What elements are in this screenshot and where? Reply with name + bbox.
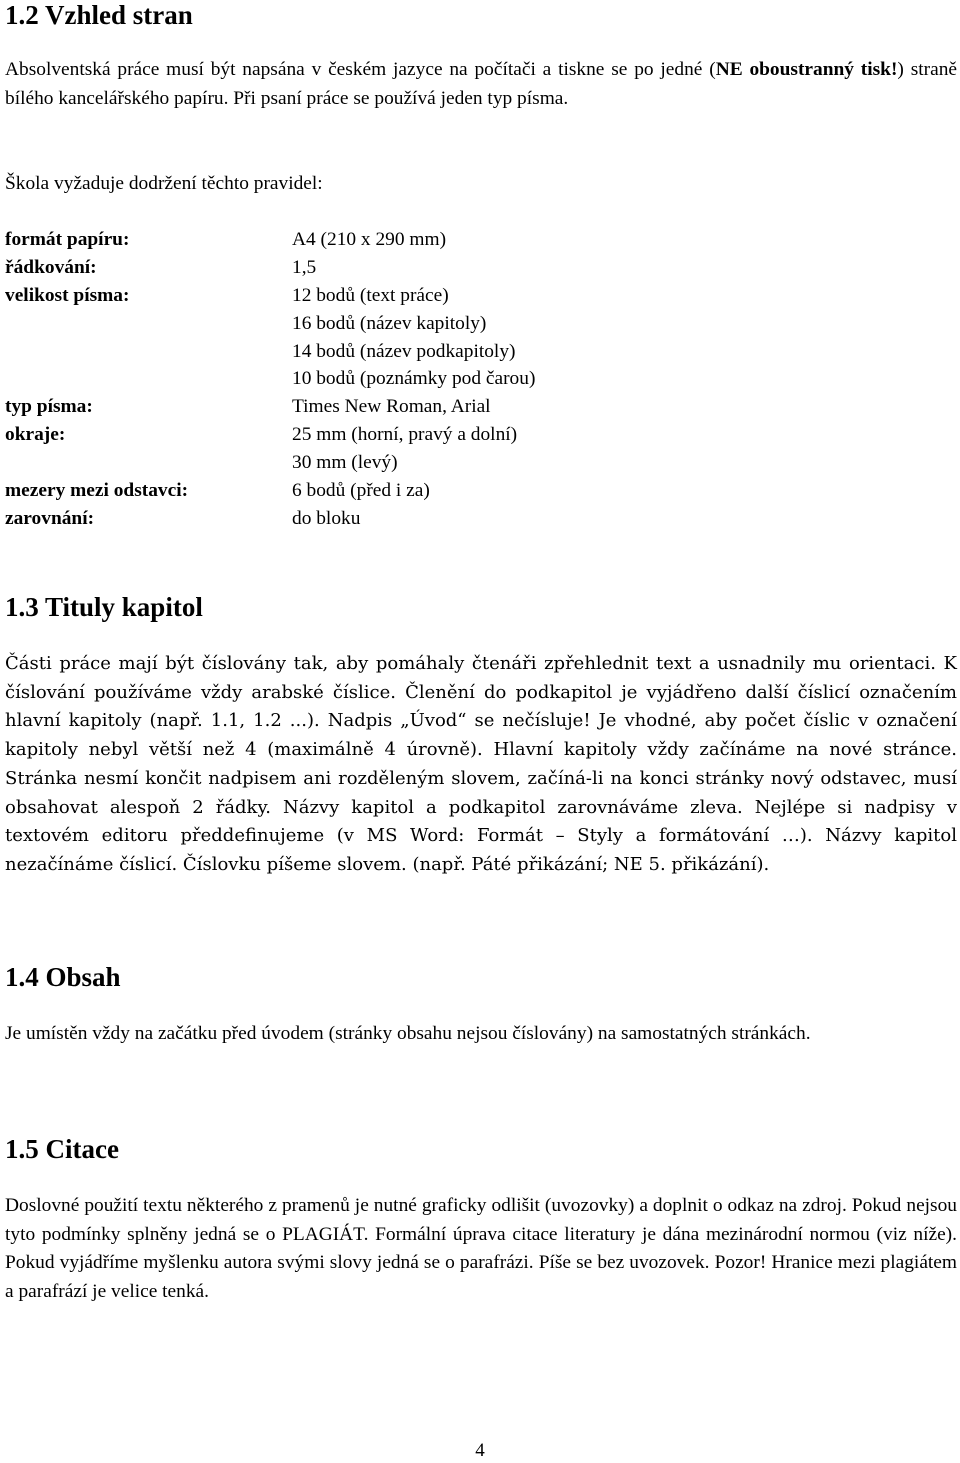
rule-label: velikost písma: xyxy=(5,284,130,306)
paragraph-obsah: Je umístěn vždy na začátku před úvodem (stránky obsahu nejsou číslovány) na samostatných stránkách. xyxy=(5,1023,811,1044)
section-heading-1-3: 1.3 Tituly kapitol xyxy=(5,592,203,622)
rule-value: 1,5 xyxy=(292,256,317,278)
section-heading-1-4: 1.4 Obsah xyxy=(5,962,121,992)
rule-row xyxy=(5,421,957,449)
rule-label xyxy=(5,310,292,338)
rule-value: 16 bodů (název kapitoly) xyxy=(292,312,487,334)
paragraph-rules-intro: Škola vyžaduje dodržení těchto pravidel: xyxy=(5,173,323,194)
rule-label: okraje: xyxy=(5,424,66,446)
rule-label: zarovnání: xyxy=(5,507,95,529)
rule-row xyxy=(5,393,957,421)
rule-row xyxy=(5,449,957,477)
rule-row xyxy=(5,310,957,338)
section-heading-1-2: 1.2 Vzhled stran xyxy=(5,0,193,30)
rule-label: mezery mezi odstavci: xyxy=(5,480,189,502)
rule-value: 14 bodů (název podkapitoly) xyxy=(292,340,516,362)
paragraph-tituly-kapitol: Části práce mají být číslovány tak, aby pomáhaly čtenáři zpřehlednit text a usnadnily mu orientaci. K číslování používáme vždy arabské číslice. Členění do podkapitol je vyjádřeno další číslicí označením hlavní kapitoly (např. 1.1, 1.2 ...). Nadpis „Úvod“ se nečísluje! Je vhodné, aby počet číslic v označení kapitoly nebyl větší než 4 (maximálně 4 úrovně). Hlavní kapitoly vždy začínáme na nové stránce. Stránka nesmí končit nadpisem ani rozděleným slovem, začíná-li na konci stránky nový odstavec, musí obsahovat alespoň 2 řádky. Názvy kapitol a podkapitol zarovnáváme zleva. Nejlépe si nadpisy v textovém editoru předdefinujeme (v MS Word: Formát – Styly a formátování …). Názvy kapitol nezačínáme číslicí. Číslovku píšeme slovem. (např. Páté přikázání; NE 5. přikázání). xyxy=(5,653,957,875)
intro-text-a: Absolventská práce musí být napsána v českém jazyce na počítači a tiskne se po jedné ( xyxy=(5,59,716,80)
rule-value: do bloku xyxy=(292,507,361,529)
rule-label xyxy=(5,449,292,477)
rule-label: formát papíru: xyxy=(5,229,130,250)
rule-row xyxy=(5,338,957,366)
intro-text-b: ) straně bílého kancelářského papíru. Při psaní práce se používá jeden typ písma. xyxy=(5,59,957,109)
rule-label xyxy=(5,365,292,393)
rule-row xyxy=(5,365,957,393)
paragraph-citace: Doslovné použití textu některého z pramenů je nutné graficky odlišit (uvozovky) a doplnit o odkaz na zdroj. Pokud nejsou tyto podmínky splněny jedná se o PLAGIÁT. Formální úprava citace literatury je dána mezinárodní normou (viz níže). Pokud vyjádříme myšlenku autora svými slovy jedná se o parafrázi. Píše se bez uvozovek. Pozor! Hranice mezi plagiátem a parafrází je velice tenká. xyxy=(5,1195,957,1303)
rule-row xyxy=(5,282,957,310)
rule-value: 25 mm (horní, pravý a dolní) xyxy=(292,424,518,446)
rules-list xyxy=(5,226,957,533)
intro-text-bold: NE oboustranný tisk! xyxy=(715,59,898,80)
rule-value: 30 mm (levý) xyxy=(292,452,398,474)
rule-value: 6 bodů (před i za) xyxy=(292,480,430,502)
rule-label: typ písma: xyxy=(5,396,93,418)
rule-value: 10 bodů (poznámky pod čarou) xyxy=(292,368,536,390)
section-heading-1-5: 1.5 Citace xyxy=(5,1134,119,1164)
rule-value: 12 bodů (text práce) xyxy=(292,284,449,306)
page-number: 4 xyxy=(475,1440,485,1461)
rule-value: Times New Roman, Arial xyxy=(292,396,491,418)
rule-label xyxy=(5,338,292,366)
paragraph-intro xyxy=(5,56,957,113)
rule-row xyxy=(5,254,957,282)
rule-value: A4 (210 x 290 mm) xyxy=(292,229,447,250)
rule-row xyxy=(5,505,957,533)
rule-row xyxy=(5,226,957,254)
rule-row xyxy=(5,477,957,505)
rule-label: řádkování: xyxy=(5,256,97,278)
